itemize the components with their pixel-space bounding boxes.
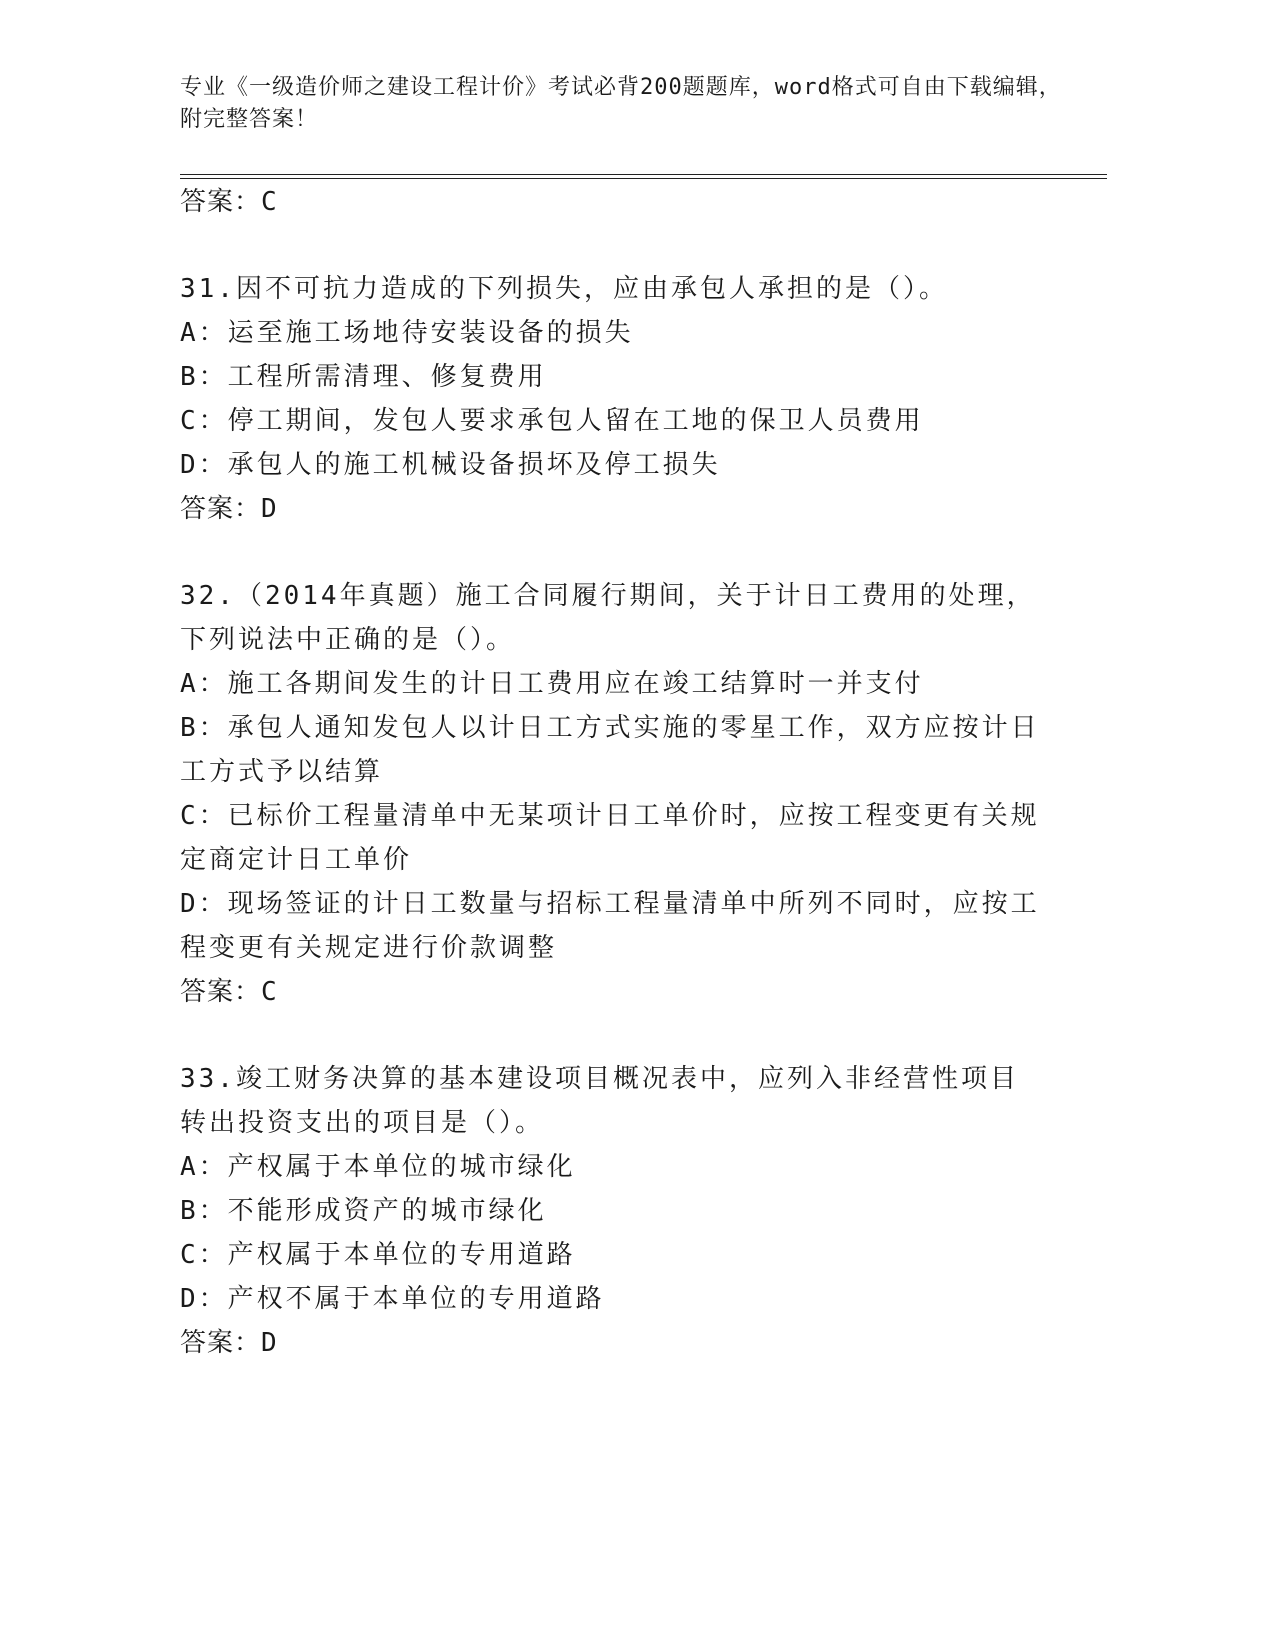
option-a: A：产权属于本单位的城市绿化	[180, 1152, 576, 1182]
option-c: C：已标价工程量清单中无某项计日工单价时，应按工程变更有关规定商定计日工单价	[180, 801, 1040, 875]
option-c: C：停工期间，发包人要求承包人留在工地的保卫人员费用	[180, 406, 924, 436]
option-d: D：产权不属于本单位的专用道路	[180, 1284, 605, 1314]
option-a: A：施工各期间发生的计日工费用应在竣工结算时一并支付	[180, 669, 924, 699]
question-list	[180, 180, 1080, 1365]
question-31	[180, 267, 1080, 531]
question-stem: 33.竣工财务决算的基本建设项目概况表中，应列入非经营性项目转出投资支出的项目是（）。	[180, 1064, 1019, 1138]
question-answer: 答案：C	[180, 977, 278, 1007]
option-d: D：承包人的施工机械设备损坏及停工损失	[180, 450, 721, 480]
question-stem: 31.因不可抗力造成的下列损失，应由承包人承担的是（）。	[180, 274, 948, 304]
question-32	[180, 574, 1080, 1014]
page-header: 专业《一级造价师之建设工程计价》考试必背200题题库，word格式可自由下载编辑，附完整答案！	[180, 75, 1062, 132]
option-b: B：承包人通知发包人以计日工方式实施的零星工作，双方应按计日工方式予以结算	[180, 713, 1040, 787]
option-a: A：运至施工场地待安装设备的损失	[180, 318, 634, 348]
question-answer: 答案：D	[180, 1328, 278, 1358]
previous-answer: 答案：C	[180, 187, 278, 217]
option-b: B：不能形成资产的城市绿化	[180, 1196, 547, 1226]
question-stem: 32.（2014年真题）施工合同履行期间，关于计日工费用的处理，下列说法中正确的是（）。	[180, 581, 1036, 655]
option-d: D：现场签证的计日工数量与招标工程量清单中所列不同时，应按工程变更有关规定进行价款调整	[180, 889, 1040, 963]
header-divider	[180, 174, 1107, 179]
option-c: C：产权属于本单位的专用道路	[180, 1240, 576, 1270]
option-b: B：工程所需清理、修复费用	[180, 362, 547, 392]
question-answer: 答案：D	[180, 494, 278, 524]
question-33	[180, 1057, 1080, 1365]
